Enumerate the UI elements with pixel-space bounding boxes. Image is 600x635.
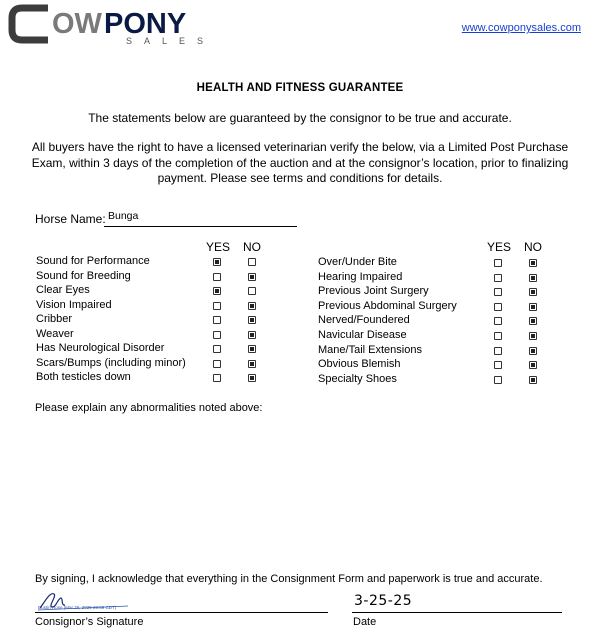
no-checkbox[interactable] — [529, 361, 537, 369]
yes-checkbox[interactable] — [494, 347, 502, 355]
no-checkbox[interactable] — [248, 316, 256, 324]
yes-checkbox[interactable] — [494, 303, 502, 311]
no-checkbox[interactable] — [529, 288, 537, 296]
cowpony-sales-logo — [8, 2, 238, 46]
yes-checkbox[interactable] — [494, 259, 502, 267]
right-yes-header: YES — [487, 240, 512, 254]
health-item-label: Has Neurological Disorder — [36, 342, 165, 354]
yes-checkbox[interactable] — [213, 345, 221, 353]
health-item-label: Specialty Shoes — [318, 372, 397, 385]
health-item-label: Weaver — [36, 327, 74, 340]
health-item-label: Cribber — [36, 313, 73, 325]
no-checkbox[interactable] — [248, 287, 256, 295]
acknowledgement-text: By signing, I acknowledge that everything in the Consignment Form and paperwork is true and accurate. — [35, 573, 543, 585]
signature-timestamp: Dustin Rose (Mar 26, 2025 20:59 CDT) — [38, 605, 117, 610]
website-link[interactable]: www.cowponysales.com — [461, 22, 581, 34]
no-checkbox[interactable] — [529, 274, 537, 282]
date-value[interactable]: 3-25-25 — [354, 593, 413, 609]
yes-checkbox[interactable] — [213, 316, 221, 324]
no-checkbox[interactable] — [248, 345, 256, 353]
horse-name-label: Horse Name: — [35, 212, 106, 226]
health-item-label: Mane/Tail Extensions — [318, 343, 422, 356]
buyer-rights-paragraph: All buyers have the right to have a licensed veterinarian verify the below, via a Limited Post Purchase Exam, within 3 days of the completion of the auction and at the consignor’s location, prior to finalizing payment. Please see terms and conditions for details. — [31, 140, 569, 185]
yes-checkbox[interactable] — [494, 317, 502, 325]
yes-checkbox[interactable] — [213, 360, 221, 368]
logo-sales: SALES — [126, 36, 216, 46]
health-item-label: Over/Under Bite — [318, 256, 397, 268]
signature-label: Consignor’s Signature — [35, 616, 144, 628]
explain-abnormalities-label: Please explain any abnormalities noted above: — [35, 402, 263, 414]
left-yes-header: YES — [206, 240, 231, 254]
intro-statement: The statements below are guaranteed by the consignor to be true and accurate. — [88, 111, 512, 125]
document-title: HEALTH AND FITNESS GUARANTEE — [196, 82, 404, 94]
health-item-label: Sound for Breeding — [36, 269, 131, 282]
no-checkbox[interactable] — [529, 317, 537, 325]
no-checkbox[interactable] — [248, 258, 256, 266]
no-checkbox[interactable] — [529, 376, 537, 384]
yes-checkbox[interactable] — [494, 376, 502, 384]
yes-checkbox[interactable] — [213, 374, 221, 382]
health-item-label: Obvious Blemish — [318, 358, 401, 371]
yes-checkbox[interactable] — [213, 273, 221, 281]
health-item-label: Hearing Impaired — [318, 270, 403, 283]
yes-checkbox[interactable] — [213, 331, 221, 339]
health-item-label: Scars/Bumps (including minor) — [36, 356, 186, 369]
no-checkbox[interactable] — [529, 259, 537, 267]
yes-checkbox[interactable] — [494, 332, 502, 340]
health-item-label: Vision Impaired — [36, 298, 112, 311]
left-no-header: NO — [243, 240, 261, 254]
yes-checkbox[interactable] — [213, 287, 221, 295]
no-checkbox[interactable] — [248, 331, 256, 339]
no-checkbox[interactable] — [529, 347, 537, 355]
health-item-label: Previous Abdominal Surgery — [318, 299, 457, 312]
date-label: Date — [353, 616, 377, 628]
logo-ow: OW — [52, 8, 102, 40]
date-line — [352, 612, 562, 613]
no-checkbox[interactable] — [248, 360, 256, 368]
yes-checkbox[interactable] — [213, 302, 221, 310]
no-checkbox[interactable] — [248, 374, 256, 382]
health-item-label: Navicular Disease — [318, 329, 407, 341]
no-checkbox[interactable] — [529, 332, 537, 340]
right-no-header: NO — [524, 240, 542, 254]
health-item-label: Nerved/Foundered — [318, 314, 410, 327]
health-item-label: Both testicles down — [36, 371, 131, 383]
yes-checkbox[interactable] — [494, 288, 502, 296]
yes-checkbox[interactable] — [494, 274, 502, 282]
signature-line[interactable] — [35, 612, 328, 613]
no-checkbox[interactable] — [529, 303, 537, 311]
yes-checkbox[interactable] — [494, 361, 502, 369]
no-checkbox[interactable] — [248, 302, 256, 310]
health-item-label: Clear Eyes — [36, 284, 90, 296]
horse-name-underline — [104, 226, 297, 227]
health-item-label: Previous Joint Surgery — [318, 285, 429, 298]
logo-pony: PONY — [104, 8, 187, 40]
no-checkbox[interactable] — [248, 273, 256, 281]
horse-name-value[interactable]: Bunga — [108, 210, 139, 222]
yes-checkbox[interactable] — [213, 258, 221, 266]
health-item-label: Sound for Performance — [36, 255, 150, 267]
